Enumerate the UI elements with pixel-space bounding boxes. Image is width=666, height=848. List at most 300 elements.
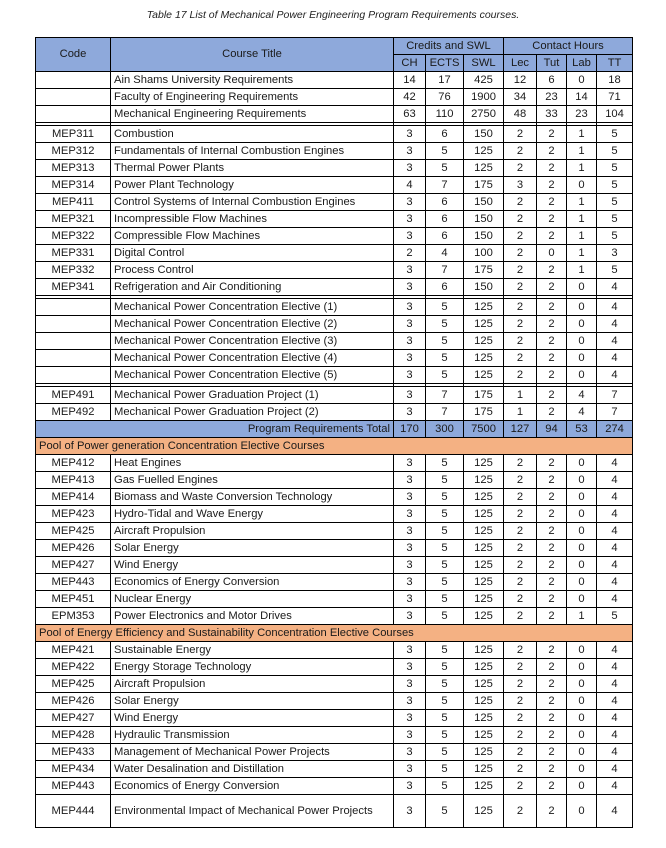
course-title: Mechanical Power Concentration Elective (1) — [111, 299, 394, 316]
cell-lec: 48 — [504, 106, 537, 123]
cell-ch: 3 — [394, 316, 426, 333]
cell-lab: 1 — [567, 126, 597, 143]
cell-lab: 0 — [567, 642, 597, 659]
cell-swl: 125 — [464, 489, 504, 506]
course-title: Mechanical Engineering Requirements — [111, 106, 394, 123]
cell-tt: 18 — [597, 72, 633, 89]
table-row — [36, 89, 633, 106]
cell-lab: 0 — [567, 761, 597, 778]
cell-lec: 2 — [504, 211, 537, 228]
cell-tut: 2 — [537, 693, 567, 710]
cell-ch: 3 — [394, 262, 426, 279]
cell-lec: 2 — [504, 367, 537, 384]
cell-tt: 71 — [597, 89, 633, 106]
course-code — [36, 106, 111, 123]
cell-tt: 3 — [597, 245, 633, 262]
cell-tut: 2 — [537, 194, 567, 211]
cell-lab: 14 — [567, 89, 597, 106]
cell-ch: 3 — [394, 659, 426, 676]
cell-lec: 12 — [504, 72, 537, 89]
cell-ch: 3 — [394, 608, 426, 625]
cell-tt: 4 — [597, 557, 633, 574]
cell-ects: 5 — [426, 523, 464, 540]
cell-ch: 3 — [394, 455, 426, 472]
cell-lab: 0 — [567, 72, 597, 89]
course-title: Nuclear Energy — [111, 591, 394, 608]
table-row — [36, 744, 633, 761]
cell-lec: 2 — [504, 279, 537, 296]
course-code: MEP322 — [36, 228, 111, 245]
cell-ch: 63 — [394, 106, 426, 123]
course-code: MEP443 — [36, 574, 111, 591]
cell-swl: 125 — [464, 676, 504, 693]
table-caption: Table 17 List of Mechanical Power Engineering Program Requirements courses. — [146, 9, 520, 21]
table-row — [36, 727, 633, 744]
cell-tut: 2 — [537, 455, 567, 472]
cell-lec: 1 — [504, 404, 537, 421]
cell-lec: 2 — [504, 228, 537, 245]
course-title: Compressible Flow Machines — [111, 228, 394, 245]
cell-lab: 0 — [567, 299, 597, 316]
table-row — [36, 404, 633, 421]
cell-lab: 0 — [567, 693, 597, 710]
cell-lab: 1 — [567, 245, 597, 262]
cell-ch: 3 — [394, 126, 426, 143]
cell-swl: 150 — [464, 211, 504, 228]
cell-tt: 4 — [597, 279, 633, 296]
course-code: MEP313 — [36, 160, 111, 177]
cell-tt: 4 — [597, 350, 633, 367]
cell-tt: 4 — [597, 710, 633, 727]
cell-tut: 2 — [537, 642, 567, 659]
cell-swl: 125 — [464, 350, 504, 367]
cell-lec: 2 — [504, 350, 537, 367]
cell-tt: 5 — [597, 160, 633, 177]
cell-ch: 3 — [394, 228, 426, 245]
table-row — [36, 676, 633, 693]
table-row — [36, 316, 633, 333]
cell-lab: 0 — [567, 540, 597, 557]
cell-ects: 76 — [426, 89, 464, 106]
total-row — [36, 421, 633, 438]
cell-tt: 4 — [597, 333, 633, 350]
header-tt: TT — [597, 55, 633, 72]
cell-ch: 3 — [394, 523, 426, 540]
course-title: Wind Energy — [111, 710, 394, 727]
table-row — [36, 143, 633, 160]
cell-lab: 0 — [567, 523, 597, 540]
cell-ects: 4 — [426, 245, 464, 262]
cell-lab: 0 — [567, 333, 597, 350]
cell-ch: 3 — [394, 489, 426, 506]
cell-lec: 2 — [504, 557, 537, 574]
total-ects: 300 — [426, 421, 464, 438]
course-title: Hydraulic Transmission — [111, 727, 394, 744]
course-title: Solar Energy — [111, 540, 394, 557]
cell-ects: 110 — [426, 106, 464, 123]
header-credits-group: Credits and SWL — [394, 38, 504, 55]
cell-lab: 0 — [567, 744, 597, 761]
table-row — [36, 106, 633, 123]
cell-lab: 1 — [567, 608, 597, 625]
cell-tut: 2 — [537, 608, 567, 625]
cell-tt: 4 — [597, 676, 633, 693]
cell-tut: 23 — [537, 89, 567, 106]
table-row — [36, 262, 633, 279]
table-row — [36, 659, 633, 676]
pool-header-row — [36, 625, 633, 642]
cell-ch: 3 — [394, 744, 426, 761]
cell-ch: 3 — [394, 761, 426, 778]
cell-tut: 2 — [537, 126, 567, 143]
course-code: MEP311 — [36, 126, 111, 143]
cell-tt: 4 — [597, 761, 633, 778]
cell-ch: 3 — [394, 540, 426, 557]
cell-ects: 6 — [426, 194, 464, 211]
cell-tut: 2 — [537, 299, 567, 316]
cell-tt: 4 — [597, 455, 633, 472]
cell-lab: 1 — [567, 228, 597, 245]
cell-tt: 4 — [597, 489, 633, 506]
cell-ch: 3 — [394, 194, 426, 211]
course-code: MEP422 — [36, 659, 111, 676]
cell-tut: 2 — [537, 177, 567, 194]
cell-ects: 5 — [426, 160, 464, 177]
cell-swl: 1900 — [464, 89, 504, 106]
cell-tt: 4 — [597, 540, 633, 557]
cell-tut: 2 — [537, 506, 567, 523]
cell-lab: 0 — [567, 574, 597, 591]
cell-lab: 4 — [567, 404, 597, 421]
course-title: Environmental Impact of Mechanical Power Projects — [111, 795, 394, 828]
table-body — [36, 72, 633, 828]
course-code — [36, 316, 111, 333]
cell-lab: 0 — [567, 795, 597, 828]
table-row — [36, 574, 633, 591]
cell-swl: 125 — [464, 472, 504, 489]
cell-ects: 6 — [426, 279, 464, 296]
cell-ects: 5 — [426, 795, 464, 828]
course-code: MEP425 — [36, 523, 111, 540]
cell-lec: 2 — [504, 727, 537, 744]
table-row — [36, 506, 633, 523]
cell-ects: 5 — [426, 710, 464, 727]
cell-tut: 0 — [537, 245, 567, 262]
cell-tt: 4 — [597, 299, 633, 316]
cell-ch: 3 — [394, 472, 426, 489]
cell-lab: 0 — [567, 177, 597, 194]
cell-lec: 2 — [504, 316, 537, 333]
cell-ch: 3 — [394, 506, 426, 523]
course-title: Economics of Energy Conversion — [111, 778, 394, 795]
cell-lec: 34 — [504, 89, 537, 106]
cell-swl: 125 — [464, 795, 504, 828]
cell-ects: 5 — [426, 727, 464, 744]
course-title: Power Electronics and Motor Drives — [111, 608, 394, 625]
cell-lec: 2 — [504, 299, 537, 316]
cell-ects: 5 — [426, 574, 464, 591]
table-row — [36, 299, 633, 316]
cell-lec: 2 — [504, 693, 537, 710]
course-code: MEP425 — [36, 676, 111, 693]
cell-ch: 3 — [394, 333, 426, 350]
cell-lec: 2 — [504, 659, 537, 676]
course-code — [36, 333, 111, 350]
course-code: MEP421 — [36, 642, 111, 659]
total-tut: 94 — [537, 421, 567, 438]
cell-lec: 2 — [504, 506, 537, 523]
cell-swl: 125 — [464, 778, 504, 795]
course-code: MEP434 — [36, 761, 111, 778]
table-row — [36, 540, 633, 557]
header-ch: CH — [394, 55, 426, 72]
cell-ch: 3 — [394, 404, 426, 421]
cell-tut: 2 — [537, 523, 567, 540]
cell-tut: 2 — [537, 574, 567, 591]
header-ects: ECTS — [426, 55, 464, 72]
cell-lab: 0 — [567, 659, 597, 676]
table-row — [36, 367, 633, 384]
total-tt: 274 — [597, 421, 633, 438]
cell-tut: 2 — [537, 279, 567, 296]
cell-ects: 5 — [426, 591, 464, 608]
course-title: Faculty of Engineering Requirements — [111, 89, 394, 106]
cell-tut: 2 — [537, 676, 567, 693]
cell-ch: 3 — [394, 211, 426, 228]
cell-tt: 4 — [597, 795, 633, 828]
cell-ects: 5 — [426, 659, 464, 676]
cell-tut: 2 — [537, 404, 567, 421]
requirements-table — [35, 37, 633, 828]
cell-swl: 100 — [464, 245, 504, 262]
cell-swl: 150 — [464, 126, 504, 143]
cell-swl: 125 — [464, 744, 504, 761]
course-title: Sustainable Energy — [111, 642, 394, 659]
cell-ch: 3 — [394, 642, 426, 659]
course-code — [36, 299, 111, 316]
course-title: Thermal Power Plants — [111, 160, 394, 177]
cell-swl: 125 — [464, 710, 504, 727]
cell-ects: 5 — [426, 744, 464, 761]
course-title: Mechanical Power Concentration Elective (3) — [111, 333, 394, 350]
cell-tut: 2 — [537, 143, 567, 160]
course-title: Ain Shams University Requirements — [111, 72, 394, 89]
course-title: Hydro-Tidal and Wave Energy — [111, 506, 394, 523]
cell-ch: 3 — [394, 591, 426, 608]
cell-tut: 2 — [537, 557, 567, 574]
cell-swl: 125 — [464, 506, 504, 523]
cell-lec: 2 — [504, 642, 537, 659]
table-row — [36, 177, 633, 194]
header-code: Code — [36, 38, 111, 72]
table-row — [36, 160, 633, 177]
cell-swl: 2750 — [464, 106, 504, 123]
cell-lec: 2 — [504, 245, 537, 262]
cell-tt: 5 — [597, 608, 633, 625]
cell-tt: 4 — [597, 727, 633, 744]
cell-swl: 125 — [464, 143, 504, 160]
cell-lec: 2 — [504, 160, 537, 177]
total-lab: 53 — [567, 421, 597, 438]
cell-lab: 0 — [567, 367, 597, 384]
cell-ects: 5 — [426, 506, 464, 523]
cell-tut: 2 — [537, 710, 567, 727]
cell-ch: 4 — [394, 177, 426, 194]
cell-tt: 4 — [597, 693, 633, 710]
course-code: MEP433 — [36, 744, 111, 761]
cell-ch: 3 — [394, 795, 426, 828]
course-code: MEP491 — [36, 387, 111, 404]
cell-ch: 3 — [394, 299, 426, 316]
cell-swl: 175 — [464, 262, 504, 279]
cell-lec: 2 — [504, 333, 537, 350]
cell-ects: 6 — [426, 211, 464, 228]
cell-tt: 4 — [597, 642, 633, 659]
total-label: Program Requirements Total — [36, 421, 394, 438]
cell-lec: 2 — [504, 489, 537, 506]
cell-ects: 5 — [426, 540, 464, 557]
table-row — [36, 279, 633, 296]
course-title: Energy Storage Technology — [111, 659, 394, 676]
course-code: MEP492 — [36, 404, 111, 421]
cell-tut: 2 — [537, 727, 567, 744]
cell-lec: 2 — [504, 710, 537, 727]
course-code: EPM353 — [36, 608, 111, 625]
cell-tt: 5 — [597, 228, 633, 245]
cell-swl: 125 — [464, 642, 504, 659]
table-header — [36, 38, 633, 72]
cell-lec: 2 — [504, 676, 537, 693]
course-title: Heat Engines — [111, 455, 394, 472]
cell-swl: 125 — [464, 608, 504, 625]
table-row — [36, 455, 633, 472]
cell-swl: 125 — [464, 160, 504, 177]
cell-ects: 5 — [426, 316, 464, 333]
course-code: MEP314 — [36, 177, 111, 194]
cell-tt: 7 — [597, 404, 633, 421]
course-code: MEP426 — [36, 693, 111, 710]
cell-ch: 3 — [394, 160, 426, 177]
cell-swl: 125 — [464, 333, 504, 350]
cell-tut: 33 — [537, 106, 567, 123]
cell-tut: 2 — [537, 489, 567, 506]
cell-ch: 3 — [394, 387, 426, 404]
cell-tut: 2 — [537, 262, 567, 279]
course-code: MEP312 — [36, 143, 111, 160]
cell-tut: 2 — [537, 540, 567, 557]
course-code: MEP414 — [36, 489, 111, 506]
cell-ects: 5 — [426, 608, 464, 625]
cell-tut: 2 — [537, 744, 567, 761]
cell-tut: 2 — [537, 659, 567, 676]
header-contact-group: Contact Hours — [504, 38, 633, 55]
cell-ch: 14 — [394, 72, 426, 89]
cell-ects: 7 — [426, 404, 464, 421]
course-title: Management of Mechanical Power Projects — [111, 744, 394, 761]
cell-lab: 0 — [567, 316, 597, 333]
cell-tut: 2 — [537, 591, 567, 608]
cell-swl: 125 — [464, 367, 504, 384]
course-title: Solar Energy — [111, 693, 394, 710]
table-row — [36, 761, 633, 778]
cell-lec: 2 — [504, 778, 537, 795]
cell-ects: 5 — [426, 642, 464, 659]
course-title: Digital Control — [111, 245, 394, 262]
table-row — [36, 472, 633, 489]
table-row — [36, 126, 633, 143]
cell-lab: 1 — [567, 143, 597, 160]
cell-ects: 6 — [426, 228, 464, 245]
table-row — [36, 245, 633, 262]
cell-lab: 0 — [567, 472, 597, 489]
table-row — [36, 710, 633, 727]
cell-ects: 5 — [426, 557, 464, 574]
cell-swl: 125 — [464, 455, 504, 472]
cell-tt: 5 — [597, 143, 633, 160]
course-code — [36, 89, 111, 106]
cell-tt: 4 — [597, 778, 633, 795]
course-title: Combustion — [111, 126, 394, 143]
cell-tut: 6 — [537, 72, 567, 89]
cell-swl: 125 — [464, 574, 504, 591]
cell-tt: 4 — [597, 472, 633, 489]
cell-lab: 0 — [567, 279, 597, 296]
cell-lec: 2 — [504, 795, 537, 828]
table-row — [36, 778, 633, 795]
cell-lec: 3 — [504, 177, 537, 194]
cell-swl: 125 — [464, 557, 504, 574]
course-title: Economics of Energy Conversion — [111, 574, 394, 591]
total-swl: 7500 — [464, 421, 504, 438]
cell-tut: 2 — [537, 211, 567, 228]
cell-tut: 2 — [537, 778, 567, 795]
cell-tut: 2 — [537, 160, 567, 177]
cell-lab: 1 — [567, 160, 597, 177]
table-row — [36, 350, 633, 367]
cell-tut: 2 — [537, 333, 567, 350]
table-row — [36, 489, 633, 506]
cell-ch: 3 — [394, 367, 426, 384]
cell-ch: 3 — [394, 778, 426, 795]
cell-tut: 2 — [537, 350, 567, 367]
table-row — [36, 557, 633, 574]
cell-lab: 1 — [567, 262, 597, 279]
cell-swl: 125 — [464, 540, 504, 557]
cell-lab: 0 — [567, 727, 597, 744]
course-title: Incompressible Flow Machines — [111, 211, 394, 228]
cell-ects: 7 — [426, 262, 464, 279]
course-title: Biomass and Waste Conversion Technology — [111, 489, 394, 506]
cell-lab: 4 — [567, 387, 597, 404]
cell-ch: 2 — [394, 245, 426, 262]
cell-lec: 2 — [504, 761, 537, 778]
course-title: Aircraft Propulsion — [111, 676, 394, 693]
course-title: Water Desalination and Distillation — [111, 761, 394, 778]
pool-title: Pool of Energy Efficiency and Sustainability Concentration Elective Courses — [36, 625, 633, 642]
course-code — [36, 72, 111, 89]
course-code: MEP321 — [36, 211, 111, 228]
table-row — [36, 693, 633, 710]
cell-tt: 4 — [597, 367, 633, 384]
cell-swl: 150 — [464, 228, 504, 245]
cell-ects: 5 — [426, 693, 464, 710]
cell-ects: 5 — [426, 367, 464, 384]
cell-lec: 2 — [504, 608, 537, 625]
course-title: Fundamentals of Internal Combustion Engines — [111, 143, 394, 160]
table-row — [36, 228, 633, 245]
cell-swl: 125 — [464, 659, 504, 676]
course-title: Mechanical Power Graduation Project (2) — [111, 404, 394, 421]
